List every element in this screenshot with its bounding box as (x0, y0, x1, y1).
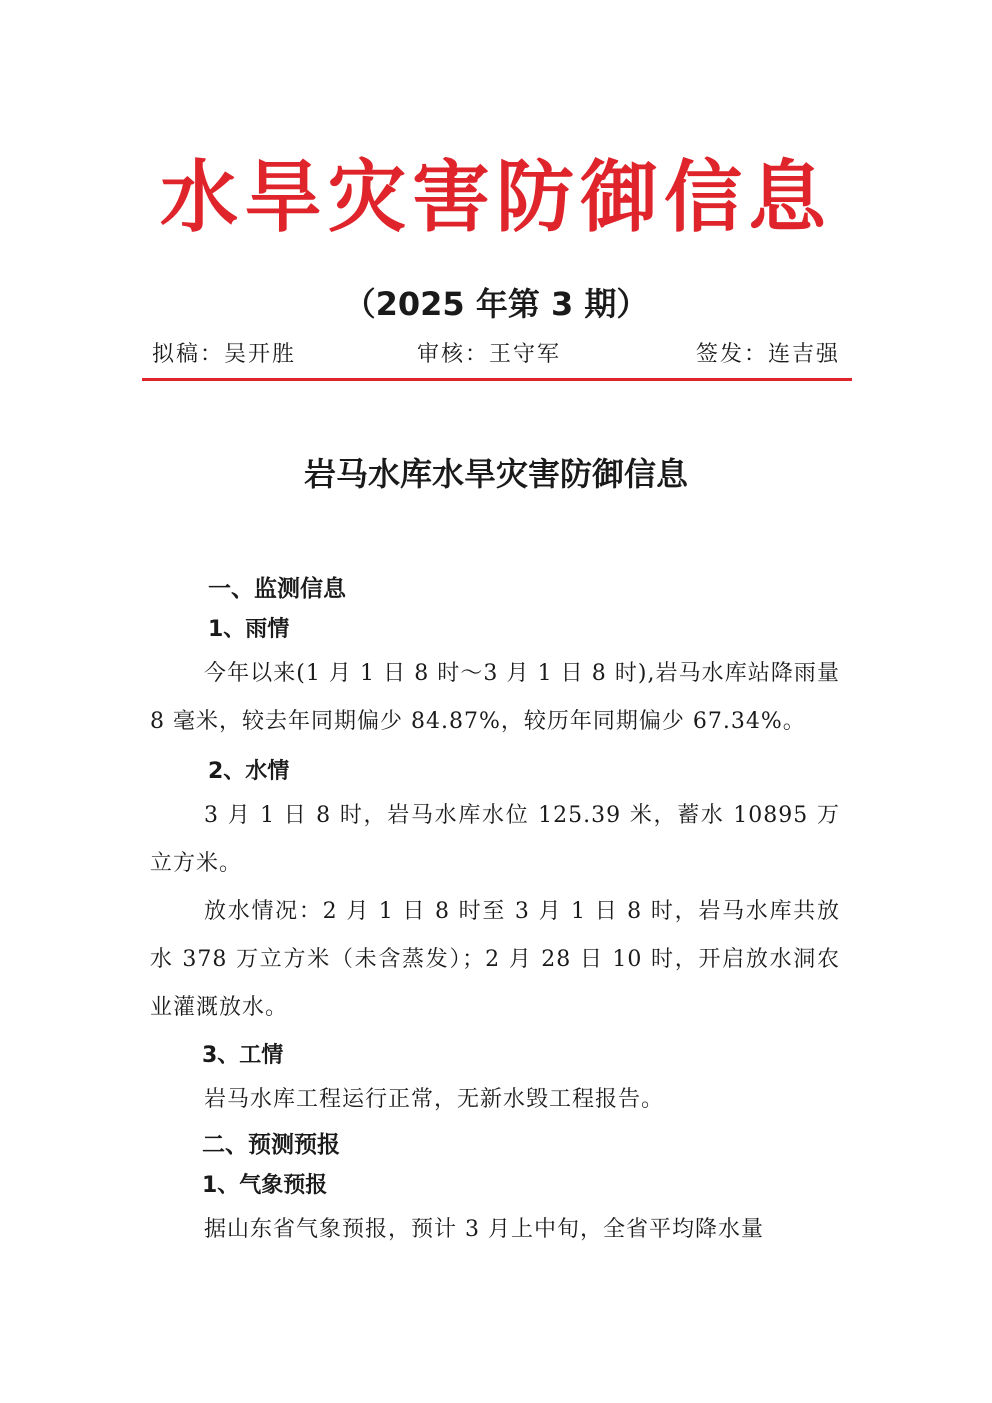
paragraph-works: 岩马水库工程运行正常，无新水毁工程报告。 (204, 1087, 665, 1112)
section-heading-monitoring: 一、监测信息 (208, 576, 346, 602)
paragraph-water-level: 3 月 1 日 8 时，岩马水库水位 125.39 米，蓄水 10895 万立方米。 (150, 803, 840, 876)
credits-line (152, 338, 840, 372)
subheading-works: 3、工情 (202, 1043, 284, 1068)
issue-number: （2025 年第 3 期） (343, 285, 649, 323)
issuer: 签发：连吉强 (695, 342, 840, 367)
document-title: 岩马水库水旱灾害防御信息 (303, 455, 688, 493)
subheading-weather: 1、气象预报 (202, 1173, 328, 1198)
masthead-title: 水旱灾害防御信息 (159, 153, 832, 243)
red-divider (142, 378, 852, 381)
paragraph-water-release: 放水情况：2 月 1 日 8 时至 3 月 1 日 8 时，岩马水库共放水 378 万立方米（未含蒸发）；2 月 28 日 10 时，开启放水洞农业灌溉放水。 (150, 899, 840, 1020)
paragraph-rain: 今年以来(1 月 1 日 8 时～3 月 1 日 8 时),岩马水库站降雨量 8 毫米，较去年同期偏少 84.87%，较历年同期偏少 67.34%。 (150, 661, 840, 734)
section-heading-forecast: 二、预测预报 (202, 1132, 340, 1158)
subheading-rain: 1、雨情 (208, 617, 290, 642)
drafter: 拟稿：吴开胜 (152, 342, 297, 367)
reviewer: 审核：王守军 (417, 342, 562, 367)
document-body (150, 568, 840, 1254)
subheading-water: 2、水情 (208, 759, 290, 784)
paragraph-weather: 据山东省气象预报，预计 3 月上中旬，全省平均降水量 (204, 1217, 764, 1242)
